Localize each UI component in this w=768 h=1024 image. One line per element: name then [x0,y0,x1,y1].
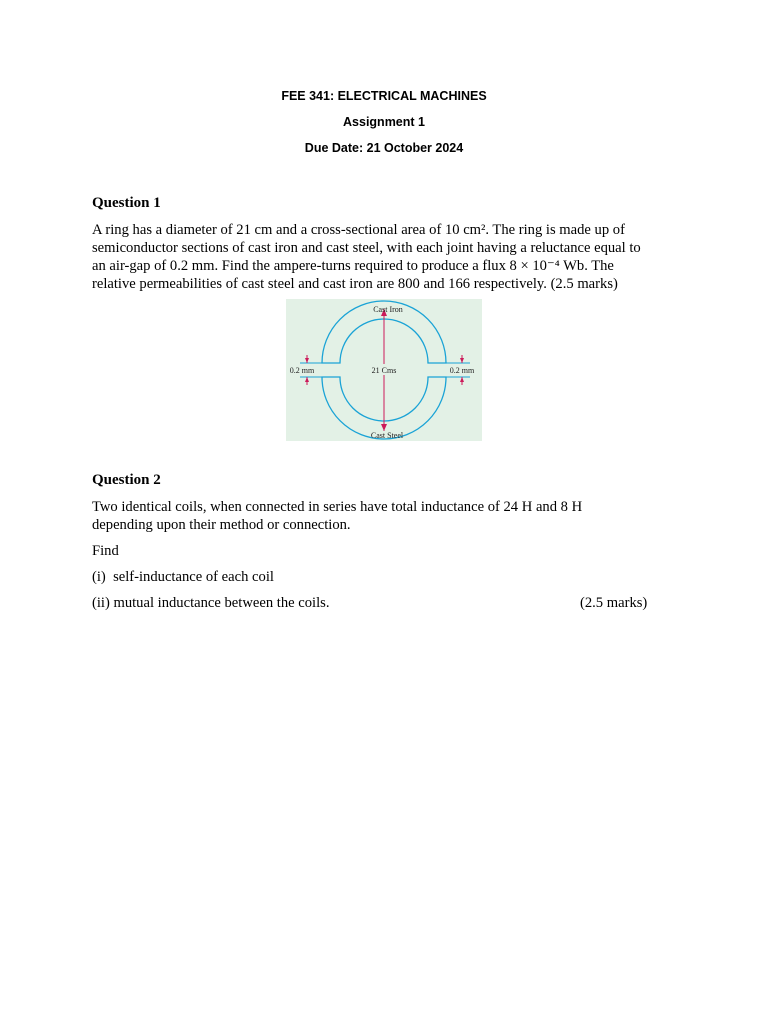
due-date: Due Date: 21 October 2024 [304,141,464,155]
question-1-line-4: relative permeabilities of cast steel and cast iron are 800 and 166 respectively. (2.5 marks) [92,276,618,292]
question-2-text [92,498,682,534]
question-1-line-1: A ring has a diameter of 21 cm and a cross-sectional area of 10 cm². The ring is made up of [92,222,625,238]
question-2-marks: (2.5 marks) [580,595,648,611]
assignment-title: Assignment 1 [343,115,425,129]
course-title: FEE 341: ELECTRICAL MACHINES [281,89,487,103]
left-gap-label: 0.2 mm [289,366,315,375]
ring-diagram [286,299,482,441]
question-1-line-2: semiconductor sections of cast iron and cast steel, with each joint having a reluctance equal to [92,240,641,256]
question-2-item-2: (ii) mutual inductance between the coils. [92,595,330,611]
find-label: Find [92,543,119,559]
question-1-title: Question 1 [92,195,161,211]
cast-iron-label: Cast Iron [373,305,403,314]
question-2-title: Question 2 [92,472,161,488]
right-gap-label: 0.2 mm [449,366,475,375]
question-1-line-3: an air-gap of 0.2 mm. Find the ampere-turns required to produce a flux 8 × 10⁻⁴ Wb. The [92,258,614,274]
cast-steel-label: Cast Steel [370,431,404,440]
question-1-text [92,221,682,293]
question-2-item-1: (i) self-inductance of each coil [92,569,274,585]
ring-figure [286,299,482,441]
diameter-label: 21 Cms [371,366,397,375]
question-2-line-1: Two identical coils, when connected in series have total inductance of 24 H and 8 H [92,499,583,515]
question-2-line-2: depending upon their method or connection. [92,517,351,533]
